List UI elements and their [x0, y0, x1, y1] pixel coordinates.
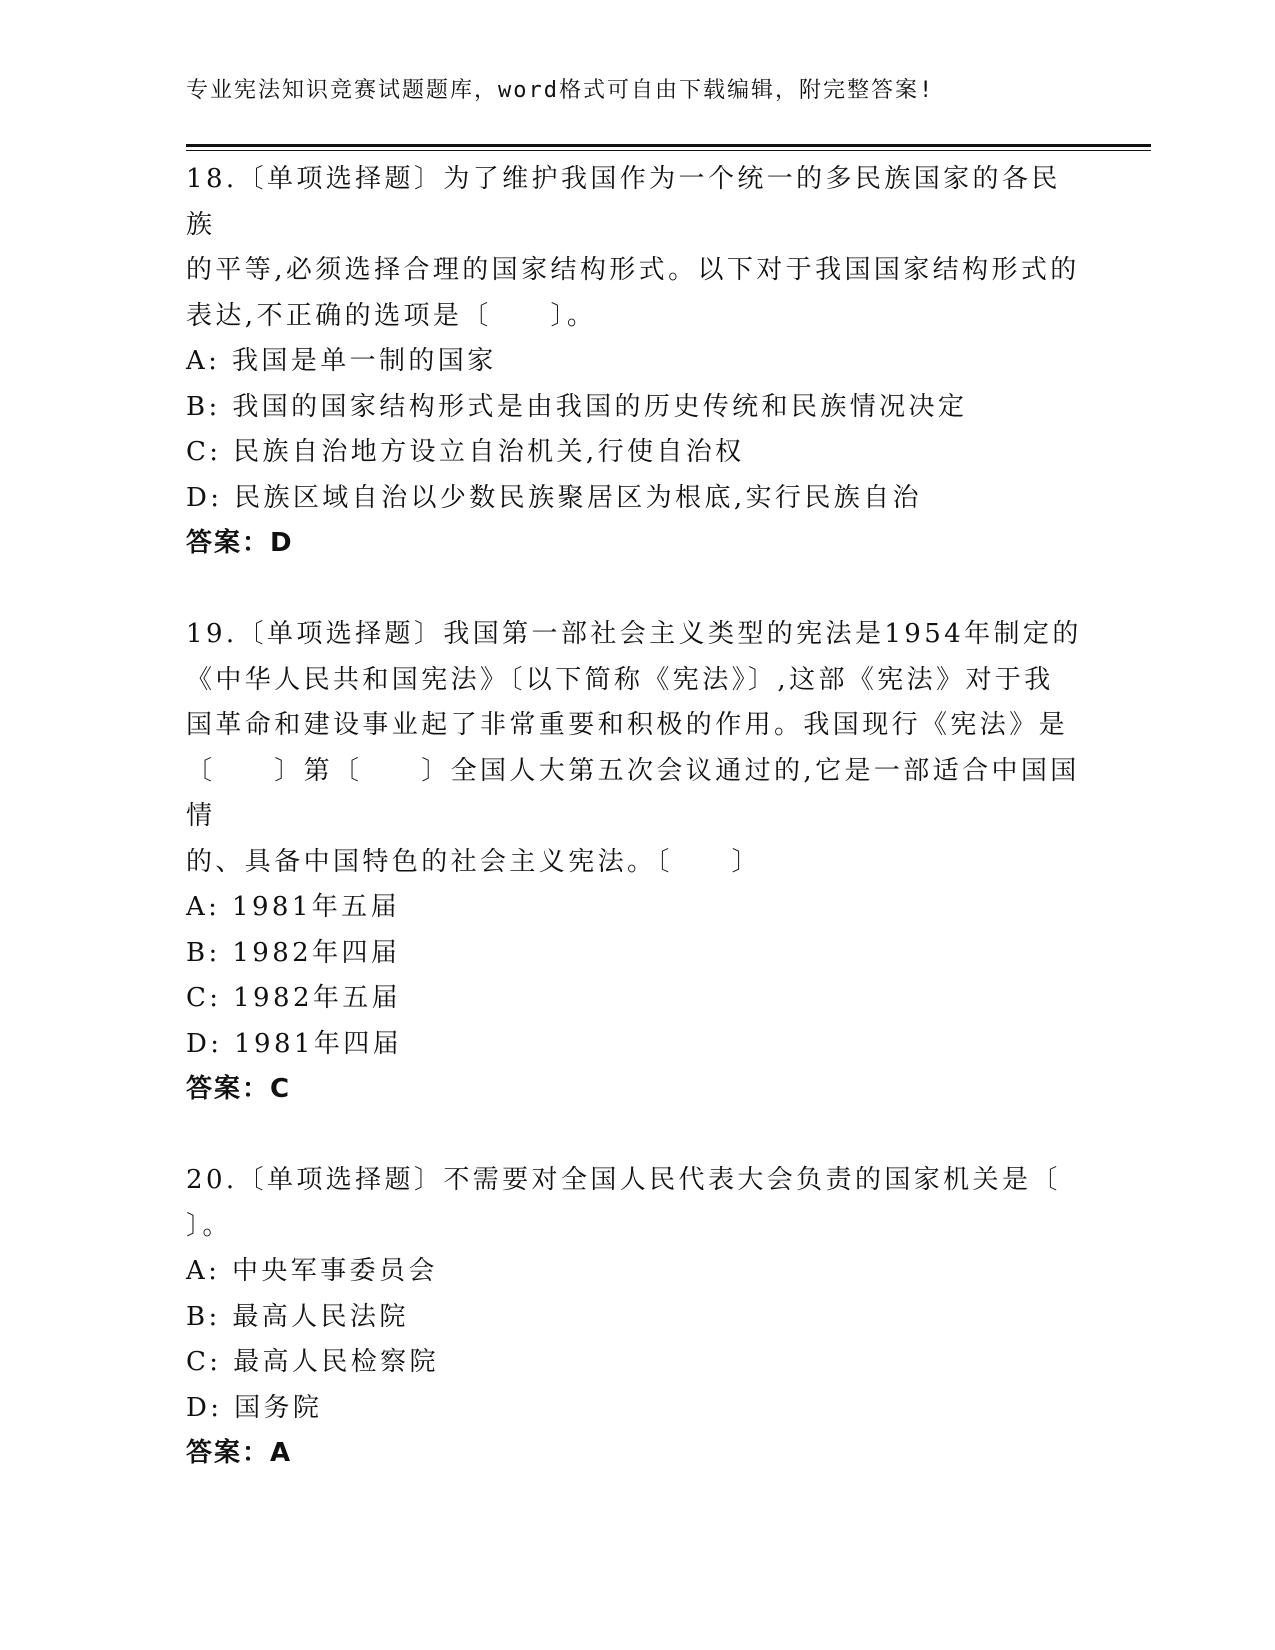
option-d: D: 1981年四届	[186, 1028, 403, 1059]
answer: 答案：A	[186, 1438, 293, 1468]
question-stem-line: 国革命和建设事业起了非常重要和积极的作用。我国现行《宪法》是	[186, 710, 1069, 740]
question-stem-line: 〕。	[186, 1210, 232, 1241]
page-header: 专业宪法知识竞赛试题题库，word格式可自由下载编辑，附完整答案!	[186, 78, 935, 103]
question-list	[186, 157, 1086, 1477]
question-stem-line: 18.〔单项选择题〕为了维护我国作为一个统一的多民族国家的各民族	[186, 164, 1061, 240]
question-stem-line: 19.〔单项选择题〕我国第一部社会主义类型的宪法是1954年制定的	[186, 619, 1082, 649]
option-b: B: 最高人民法院	[186, 1301, 409, 1332]
option-a: A: 中央军事委员会	[186, 1256, 438, 1286]
option-b: B: 我国的国家结构形式是由我国的历史传统和民族情况决定	[186, 391, 968, 422]
header-rule-thick	[186, 144, 1151, 147]
option-b: B: 1982年四届	[186, 937, 401, 968]
question-19	[186, 612, 1086, 1158]
option-a: A: 我国是单一制的国家	[186, 346, 497, 376]
answer: 答案：C	[186, 1074, 292, 1104]
option-a: A: 1981年五届	[186, 892, 400, 922]
answer: 答案：D	[186, 528, 294, 558]
question-stem-line: 〔 〕第〔 〕全国人大第五次会议通过的,它是一部适合中国国情	[186, 755, 1080, 831]
question-spacer	[186, 1113, 1086, 1159]
question-stem-line: 的、具备中国特色的社会主义宪法。〔 〕	[186, 846, 762, 877]
question-stem-line: 表达,不正确的选项是〔 〕。	[186, 300, 597, 331]
option-d: D: 国务院	[186, 1392, 323, 1423]
question-spacer	[186, 567, 1086, 613]
option-c: C: 民族自治地方设立自治机关,行使自治权	[186, 437, 745, 467]
option-d: D: 民族区域自治以少数民族聚居区为根底,实行民族自治	[186, 482, 922, 513]
option-c: C: 1982年五届	[186, 983, 402, 1013]
header-rule-thin	[186, 150, 1151, 151]
question-20	[186, 1158, 1086, 1477]
option-c: C: 最高人民检察院	[186, 1347, 439, 1377]
question-stem-line: 的平等,必须选择合理的国家结构形式。以下对于我国国家结构形式的	[186, 255, 1080, 285]
question-stem-line: 《中华人民共和国宪法》〔以下简称《宪法》〕,这部《宪法》对于我	[186, 664, 1054, 695]
question-stem-line: 20.〔单项选择题〕不需要对全国人民代表大会负责的国家机关是〔	[186, 1165, 1061, 1195]
question-18	[186, 157, 1086, 612]
